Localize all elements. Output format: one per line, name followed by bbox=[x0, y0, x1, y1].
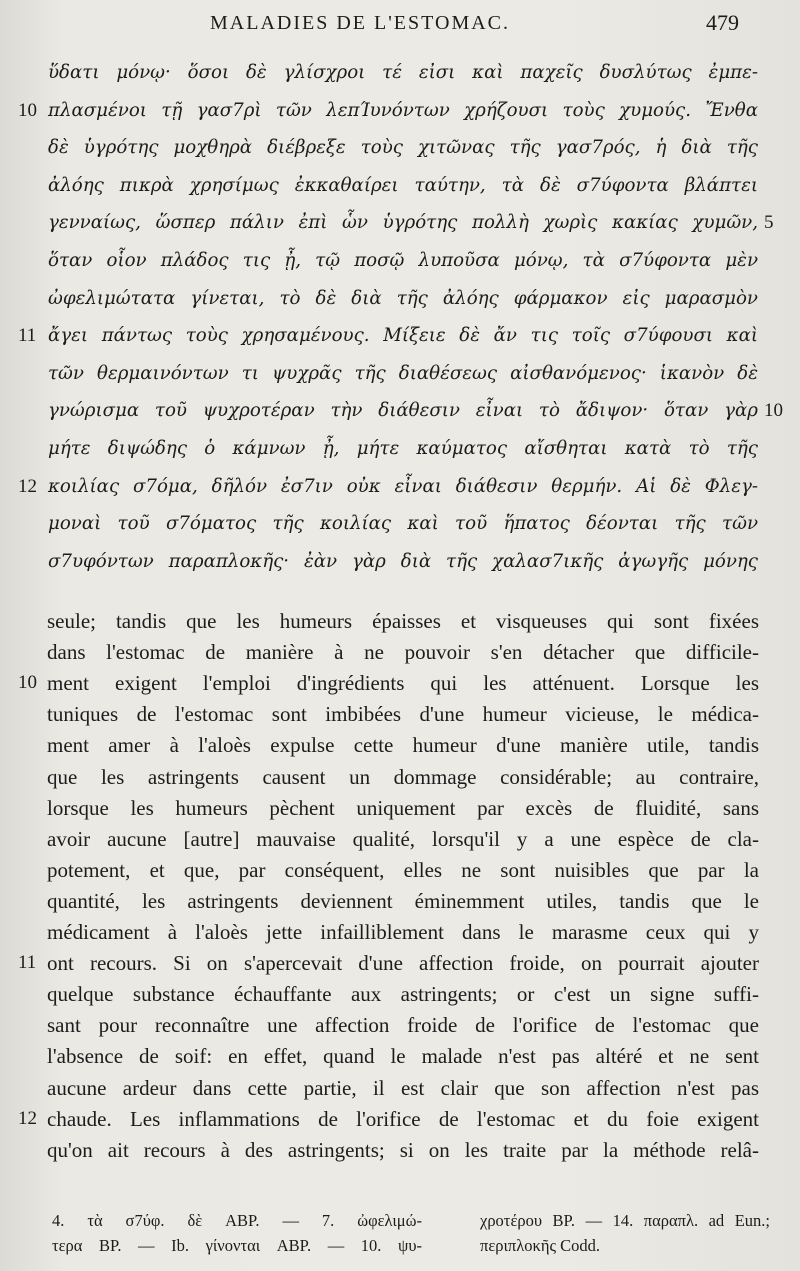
greek-line: μήτε διψώδης ὁ κάμνων ᾖ, μήτε καύματος αἴσθηται κατὰ τὸ τῆς bbox=[48, 438, 758, 459]
footnote-line: τερα BP. — Ib. γίνονται ABP. — 10. ψυ- bbox=[52, 1236, 422, 1255]
greek-line: ἄγει πάντως τοὺς χρησαμένους. Μίξειε δὲ ἄν τις τοῖς σ7ύφουσι καὶ bbox=[48, 325, 758, 347]
french-line: ont recours. Si on s'apercevait d'une affection froide, on pourrait ajouter bbox=[47, 951, 759, 976]
french-line: quantité, les astringents deviennent éminemment utiles, tandis que le bbox=[47, 888, 759, 913]
footnote-line: 4. τὰ σ7ύφ. δὲ ABP. — 7. ὠφελιμώ- bbox=[52, 1211, 422, 1230]
greek-line: κοιλίας σ7όμα, δῆλόν ἐσ7ιν οὐκ εἶναι διάθεσιν θερμήν. Αἱ δὲ Φλεγ- bbox=[48, 475, 758, 497]
running-head: MALADIES DE L'ESTOMAC. bbox=[210, 12, 511, 34]
page-number: 479 bbox=[706, 10, 739, 35]
greek-line-number-left: 11 bbox=[18, 325, 37, 347]
french-line-number: 12 bbox=[18, 1107, 37, 1129]
french-line: sant pour reconnaître une affection froide de l'orifice de l'estomac que bbox=[47, 1013, 759, 1038]
footnote-line: περιπλοκῆς Codd. bbox=[480, 1236, 600, 1255]
french-line: potement, et que, par conséquent, elles ne sont nuisibles que par la bbox=[47, 857, 759, 882]
french-line: qu'on ait recours à des astringents; si on les traite par la méthode relâ- bbox=[47, 1137, 759, 1162]
footnote-line: χροτέρου BP. — 14. παραπλ. ad Eun.; bbox=[480, 1211, 770, 1230]
greek-line: γνώρισμα τοῦ ψυχροτέραν τὴν διάθεσιν εἶναι τὸ ἄδιψον· ὅταν γὰρ bbox=[48, 400, 758, 422]
french-line: seule; tandis que les humeurs épaisses et visqueuses qui sont fixées bbox=[47, 609, 759, 633]
greek-line: τῶν θερμαινόντων τι ψυχρᾶς τῆς διαθέσεως αἰσθανόμενος· ἱκανὸν δὲ bbox=[48, 362, 758, 384]
greek-line: ὠφελιμώτατα γίνεται, τὸ δὲ διὰ τῆς ἀλόης φάρμακον εἰς μαρασμὸν bbox=[48, 287, 758, 309]
french-line: chaude. Les inflammations de l'orifice de l'estomac et du foie exigent bbox=[47, 1106, 759, 1131]
french-line-number: 11 bbox=[18, 952, 37, 974]
greek-line: σ7υφόντων παραπλοκῆς· ἐὰν γὰρ διὰ τῆς χαλασ7ικῆς ἀγωγῆς μόνης bbox=[48, 550, 758, 572]
french-line: quelque substance échauffante aux astringents; or c'est un signe suffi- bbox=[47, 982, 759, 1007]
footnotes-right-column bbox=[480, 1208, 770, 1258]
french-line-number: 10 bbox=[18, 672, 37, 694]
page-header bbox=[0, 12, 800, 48]
french-line: ment exigent l'emploi d'ingrédients qui les atténuent. Lorsque les bbox=[47, 671, 759, 696]
greek-line: δὲ ὑγρότης μοχθηρὰ διέβρεξε τοὺς χιτῶνας τῆς γασ7ρός, ἡ διὰ τῆς bbox=[48, 137, 758, 159]
greek-line: γενναίως, ὥσπερ πάλιν ἐπὶ ὧν ὑγρότης πολλὴ χωρὶς κακίας χυμῶν, bbox=[48, 212, 758, 234]
footnotes-left-column bbox=[52, 1208, 422, 1258]
french-line: lorsque les humeurs pèchent uniquement par excès de fluidité, sans bbox=[47, 795, 759, 820]
greek-line-number-right: 10 bbox=[764, 400, 783, 422]
greek-line: μοναὶ τοῦ σ7όματος τῆς κοιλίας καὶ τοῦ ἥπατος δέονται τῆς τῶν bbox=[48, 513, 758, 535]
greek-line: ἀλόης πικρὰ χρησίμως ἐκκαθαίρει ταύτην, τὰ δὲ σ7ύφοντα βλάπτει bbox=[48, 174, 758, 196]
french-line: médicament à l'aloès jette infailliblement dans le marasme ceux qui y bbox=[47, 920, 759, 944]
french-line: aucune ardeur dans cette partie, il est clair que son affection n'est pas bbox=[47, 1075, 759, 1100]
french-line: ment amer à l'aloès expulse cette humeur d'une manière utile, tandis bbox=[47, 733, 759, 758]
french-line: que les astringents causent un dommage considérable; au contraire, bbox=[47, 764, 759, 789]
french-line: avoir aucune [autre] mauvaise qualité, lorsqu'il y a une espèce de cla- bbox=[47, 826, 759, 851]
greek-line: ὅταν οἷον πλάδος τις ᾖ, τῷ ποσῷ λυποῦσα μόνῳ, τὰ σ7ύφοντα μὲν bbox=[48, 250, 758, 271]
french-line: l'absence de soif: en effet, quand le malade n'est pas altéré et ne sent bbox=[47, 1044, 759, 1069]
french-line: tuniques de l'estomac sont imbibées d'une humeur vicieuse, le médica- bbox=[47, 702, 759, 727]
greek-line-number-right: 5 bbox=[764, 212, 774, 234]
greek-line: πλασμένοι τῇ γασ7ρὶ τῶν λεπΊυνόντων χρήζουσι τοὺς χυμούς. Ἔνθα bbox=[48, 99, 758, 121]
french-line: dans l'estomac de manière à ne pouvoir s'en détacher que difficile- bbox=[47, 640, 759, 665]
greek-line-number-left: 12 bbox=[18, 475, 37, 497]
greek-line: ὕδατι μόνῳ· ὅσοι δὲ γλίσχροι τέ εἰσι καὶ παχεῖς δυσλύτως ἐμπε- bbox=[48, 62, 758, 83]
greek-line-number-left: 10 bbox=[18, 99, 37, 121]
